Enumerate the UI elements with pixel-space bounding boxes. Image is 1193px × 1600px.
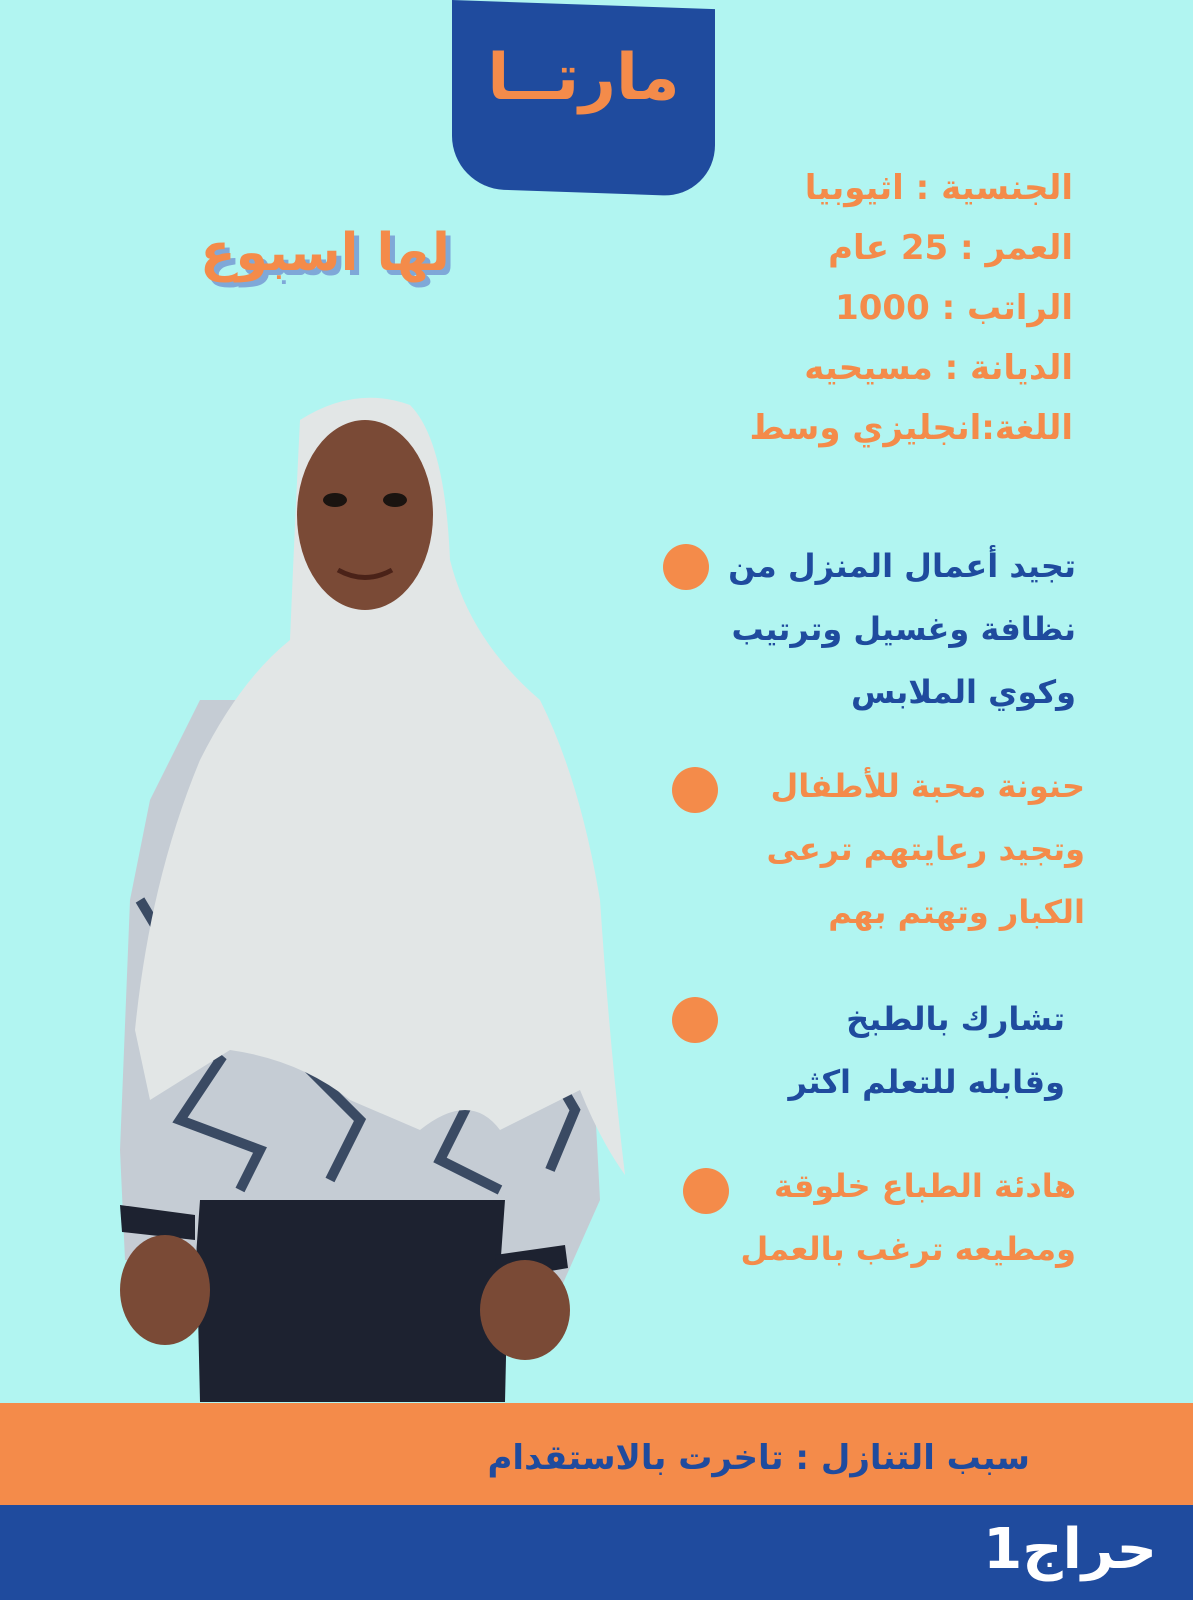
feature-cooking [645, 988, 1065, 1114]
feature-line: نظافة وغسيل وترتيب [731, 610, 1076, 648]
transfer-reason: سبب التنازل : تاخرت بالاستقدام [487, 1438, 1030, 1478]
feature-line: وتجيد رعايتهم ترعى [766, 830, 1085, 868]
feature-line: هادئة الطباع خلوقة [774, 1167, 1076, 1205]
info-religion: الديانة : مسيحيه [804, 348, 1073, 388]
feature-temperament [656, 1155, 1076, 1281]
brand-logo-text: حراج1 [983, 1517, 1157, 1582]
feature-housework [656, 535, 1076, 724]
feature-line: تجيد أعمال المنزل من [728, 547, 1076, 585]
feature-line: وكوي الملابس [850, 673, 1076, 711]
feature-line: ومطيعه ترغب بالعمل [740, 1230, 1076, 1268]
feature-line: تشارك بالطبخ [846, 1000, 1065, 1038]
info-salary: الراتب : 1000 [835, 288, 1073, 328]
feature-line: وقابله للتعلم اكثر [788, 1063, 1065, 1101]
feature-line: الكبار وتهتم بهم [828, 893, 1085, 931]
info-age: العمر : 25 عام [828, 228, 1073, 268]
worker-name: مارتــا [487, 41, 680, 115]
info-nationality: الجنسية : اثيوبيا [804, 168, 1073, 208]
feature-line: حنونة محبة للأطفال [770, 767, 1085, 805]
info-language: اللغة:انجليزي وسط [749, 408, 1073, 448]
feature-childcare [665, 755, 1085, 944]
availability-label: لها اسبوع [200, 223, 450, 283]
